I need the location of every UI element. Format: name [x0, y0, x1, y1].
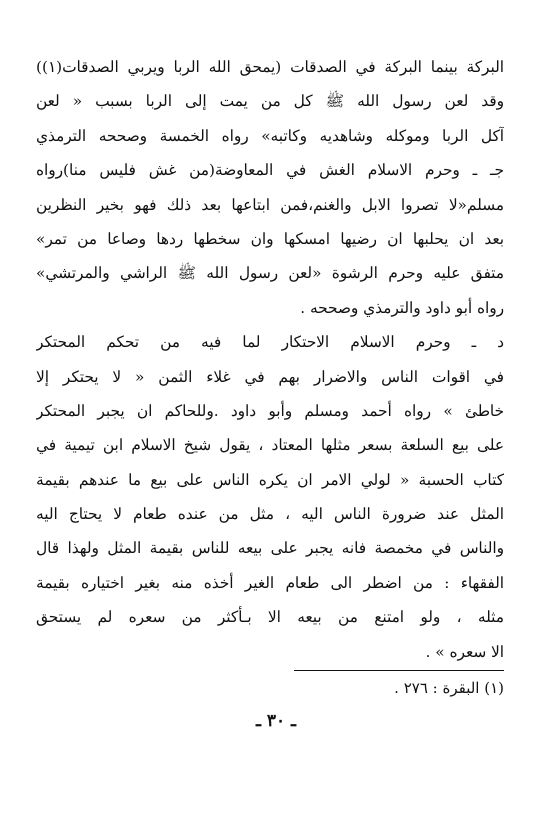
text-line: د ـ وحرم الاسلام الاحتكار لما فيه من تحكم المحتكر [36, 333, 504, 352]
page-number: ـ ٣٠ ـ [255, 711, 297, 731]
text-line: في اقوات الناس والاضرار بهم في غلاء الثمن « لا يحتكر إلا [36, 367, 504, 386]
text-line: رواه أبو داود والترمذي وصححه . [300, 298, 504, 317]
text-line: الفقهاء : من اضطر الى طعام الغير أخذه منه بغير اختياره بقيمة [36, 573, 504, 592]
body-text [36, 50, 504, 669]
text-line: بعد ان يحلبها ان رضيها امسكها وان سخطها ردها وصاعا من تمر» [36, 229, 504, 248]
text-line: آكل الربا وموكله وشاهديه وكاتبه» رواه الخمسة وصححه الترمذي [36, 126, 504, 145]
text-line: كتاب الحسبة « لولي الامر ان يكره الناس على بيع ما عندهم بقيمة [36, 470, 504, 489]
text-line: جـ ـ وحرم الاسلام الغش في المعاوضة(من غش فليس منا)رواه [36, 161, 504, 180]
text-line: على بيع السلعة بسعر مثلها المعتاد ، يقول شيخ الاسلام ابن تيمية في [36, 436, 504, 455]
text-line: وقد لعن رسول الله ﷺ كل من يمت إلى الربا بسبب « لعن [36, 92, 504, 111]
text-line: خاطئ » رواه أحمد ومسلم وأبو داود .وللحاكم ان يجبر المحتكر [36, 401, 504, 420]
text-line: البركة بينما البركة في الصدقات (يمحق الله الربا ويربي الصدقات(١)) [36, 58, 504, 76]
text-line: مثله ، ولو امتنع من بيعه الا بـأكثر من سعره لم يستحق [36, 608, 504, 627]
text-line: مسلم«لا تصروا الابل والغنم،فمن ابتاعها بعد ذلك فهو بخير النظرين [36, 195, 504, 214]
footnote-divider [294, 670, 504, 671]
text-line: متفق عليه وحرم الرشوة «لعن رسول الله ﷺ الراشي والمرتشي» [36, 264, 504, 283]
text-line: والناس في مخمصة فانه يجبر على بيعه للناس بقيمة المثل ولهذا قال [36, 539, 504, 558]
text-line: المثل عند ضرورة الناس اليه ، مثل من عنده طعام لا يحتاج اليه [36, 505, 504, 524]
text-line: الا سعره » . [425, 642, 504, 661]
footnote: (١) البقرة : ٢٧٦ . [394, 679, 504, 697]
